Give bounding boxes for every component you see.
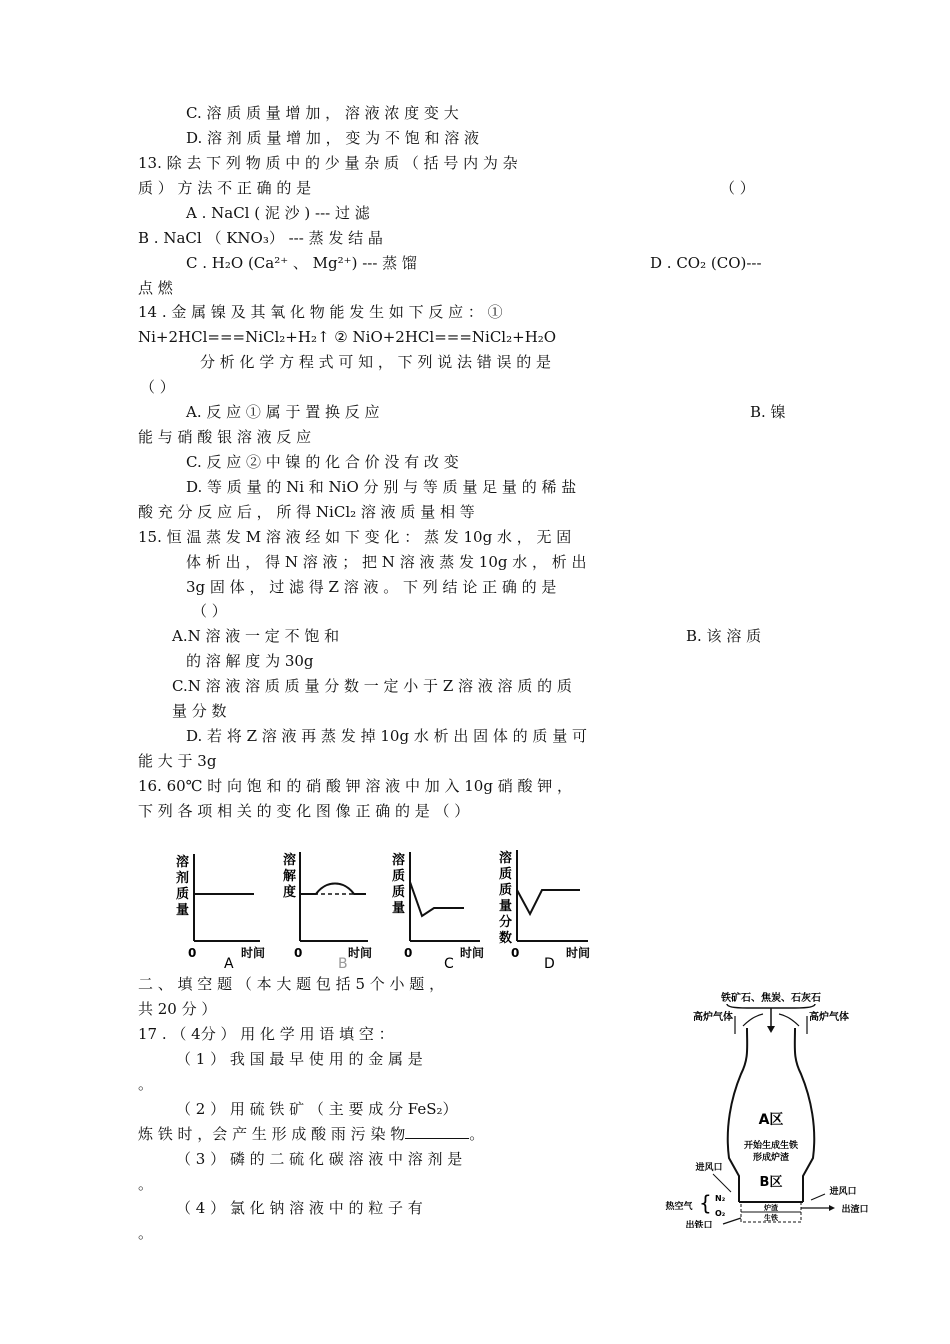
q14-option-c: C. 反 应 ② 中 镍 的 化 合 价 没 有 改 变 xyxy=(186,453,459,471)
q12-option-d: D. 溶 剂 质 量 增 加 ， 变 为 不 饱 和 溶 液 xyxy=(186,129,480,147)
q14-stem: 14 . 金 属 镍 及 其 氧 化 物 能 发 生 如 下 反 应 ： ① xyxy=(138,303,503,321)
graph-a-xlabel: 时间 xyxy=(241,946,266,960)
furnace-slag-out: 出渣口 xyxy=(841,1205,869,1215)
q14-equations: Ni+2HCl===NiCl₂+H₂↑ ② NiO+2HCl===NiCl₂+H₂O xyxy=(138,328,557,346)
section-2-heading-cont: 共 20 分 ） xyxy=(138,1000,217,1018)
q13-option-c: C . H₂O (Ca²⁺ 、 Mg²⁺) --- 蒸 馏 xyxy=(186,254,417,272)
graph-c-ylabel-1: 溶 xyxy=(392,853,406,868)
graph-c-origin: 0 xyxy=(404,946,413,960)
q14-option-b: B. 镍 xyxy=(750,403,786,421)
graph-d-label: D xyxy=(544,956,555,972)
furnace-slag-label: 炉渣 xyxy=(764,1204,778,1212)
q14-answer-blank: （ ） xyxy=(140,378,175,396)
graph-d-ylabel-5: 分 xyxy=(499,915,513,930)
q12-option-c: C. 溶 质 质 量 增 加 ， 溶 液 浓 度 变 大 xyxy=(186,104,459,122)
furnace-zone-a-text-1: 开始生成生铁 xyxy=(743,1141,799,1151)
q15-stem-2: 体 析 出 ， 得 N 溶 液 ； 把 N 溶 液 蒸 发 10g 水 ， 析 出 xyxy=(186,553,587,571)
q13-stem-2: 质 ） 方 法 不 正 确 的 是 xyxy=(138,179,312,197)
q17-part-4-end: 。 xyxy=(138,1224,154,1242)
graph-a-origin: 0 xyxy=(188,946,197,960)
q15-option-d: D. 若 将 Z 溶 液 再 蒸 发 掉 10g 水 析 出 固 体 的 质 量 可 xyxy=(186,727,587,745)
q17-part-2-answer-blank xyxy=(405,1124,469,1139)
graph-c xyxy=(388,840,496,974)
furnace-iron-label: 生铁 xyxy=(764,1214,778,1222)
graph-a-ylabel-2: 剂 xyxy=(176,871,190,886)
graph-c-ylabel-3: 质 xyxy=(392,885,406,900)
q15-option-a: A.N 溶 液 一 定 不 饱 和 xyxy=(172,627,340,645)
q16-stem: 16. 60℃ 时 向 饱 和 的 硝 酸 钾 溶 液 中 加 入 10g 硝 酸 钾 ， xyxy=(138,777,573,795)
q14-question: 分 析 化 学 方 程 式 可 知 ， 下 列 说 法 错 误 的 是 xyxy=(200,353,552,371)
q17-part-2: （ 2 ） 用 硫 铁 矿 （ 主 要 成 分 FeS₂） xyxy=(176,1100,458,1118)
graph-d-ylabel-4: 量 xyxy=(499,899,513,914)
furnace-zone-a: A区 xyxy=(758,1112,784,1128)
q17-part-1-end: 。 xyxy=(138,1075,154,1093)
furnace-feed-label: 铁矿石、焦炭、石灰石 xyxy=(721,993,821,1004)
graph-b xyxy=(278,840,386,974)
svg-text:{: { xyxy=(699,1191,712,1215)
q17-part-3: （ 3 ） 磷 的 二 硫 化 碳 溶 液 中 溶 剂 是 xyxy=(176,1150,463,1168)
q14-option-d-cont: 酸 充 分 反 应 后 ， 所 得 NiCl₂ 溶 液 质 量 相 等 xyxy=(138,503,475,521)
q17-part-2-end: 。 xyxy=(469,1125,485,1143)
q13-option-b: B . NaCl （ KNO₃） --- 蒸 发 结 晶 xyxy=(138,229,383,247)
furnace-inlet-left: 进风口 xyxy=(695,1163,723,1173)
q13-option-a: A . NaCl ( 泥 沙 ) --- 过 滤 xyxy=(186,204,370,222)
q14-option-a: A. 反 应 ① 属 于 置 换 反 应 xyxy=(186,403,380,421)
q15-option-c-cont: 量 分 数 xyxy=(172,702,227,720)
q14-option-b-cont: 能 与 硝 酸 银 溶 液 反 应 xyxy=(138,428,312,446)
q15-option-c: C.N 溶 液 溶 质 质 量 分 数 一 定 小 于 Z 溶 液 溶 质 的 质 xyxy=(172,677,572,695)
graph-d-ylabel-3: 质 xyxy=(499,883,513,898)
graph-d-ylabel-2: 质 xyxy=(499,867,513,882)
graph-a-ylabel-4: 量 xyxy=(176,903,190,918)
graph-d-xlabel: 时间 xyxy=(566,946,591,960)
graph-d-origin: 0 xyxy=(511,946,520,960)
q16-stem-2: 下 列 各 项 相 关 的 变 化 图 像 正 确 的 是 （ ） xyxy=(138,802,470,820)
q17-part-3-end: 。 xyxy=(138,1175,154,1193)
furnace-o2: O₂ xyxy=(715,1209,726,1218)
q17-stem: 17 . （ 4分 ） 用 化 学 用 语 填 空 ： xyxy=(138,1025,394,1043)
furnace-inlet-right: 进风口 xyxy=(829,1187,857,1197)
graph-d-curve xyxy=(517,890,580,914)
blast-furnace-diagram xyxy=(655,988,895,1228)
furnace-iron-out: 出铁口 xyxy=(685,1221,713,1228)
furnace-gas-right: 高炉气体 xyxy=(809,1012,849,1023)
graph-c-xlabel: 时间 xyxy=(460,946,485,960)
q13-stem: 13. 除 去 下 列 物 质 中 的 少 量 杂 质 （ 括 号 内 为 杂 xyxy=(138,154,518,172)
q15-answer-blank: （ ） xyxy=(192,602,227,620)
graph-c-label: C xyxy=(444,956,454,972)
graph-b-xlabel: 时间 xyxy=(348,946,373,960)
section-2-heading: 二 、 填 空 题 （ 本 大 题 包 括 5 个 小 题 ， xyxy=(138,975,445,993)
furnace-hot-air: 热空气 xyxy=(665,1202,693,1212)
furnace-gas-left: 高炉气体 xyxy=(693,1012,733,1023)
q17-part-4: （ 4 ） 氯 化 钠 溶 液 中 的 粒 子 有 xyxy=(176,1199,423,1217)
graph-c-curve xyxy=(410,882,464,916)
graph-a-label: A xyxy=(224,956,234,972)
q15-option-b-cont: 的 溶 解 度 为 30g xyxy=(186,652,314,670)
q17-part-2-cont xyxy=(138,1124,484,1144)
furnace-n2: N₂ xyxy=(715,1194,726,1203)
q14-option-d: D. 等 质 量 的 Ni 和 NiO 分 别 与 等 质 量 足 量 的 稀 盐 xyxy=(186,478,577,496)
q13-option-d: D . CO₂ (CO)--- xyxy=(650,254,762,272)
graph-d-ylabel-6: 数 xyxy=(499,931,513,946)
q17-part-1: （ 1 ） 我 国 最 早 使 用 的 金 属 是 xyxy=(176,1050,423,1068)
furnace-feed-bracket xyxy=(727,1004,815,1008)
graph-d-ylabel-1: 溶 xyxy=(499,851,513,866)
q13-option-d-cont: 点 燃 xyxy=(138,279,173,297)
q15-option-d-cont: 能 大 于 3g xyxy=(138,752,217,770)
q13-answer-blank: （ ） xyxy=(720,179,755,197)
q15-option-b: B. 该 溶 质 xyxy=(686,627,762,645)
graph-b-origin: 0 xyxy=(294,946,303,960)
graph-c-ylabel-2: 质 xyxy=(392,869,406,884)
furnace-zone-a-text-2: 形成炉渣 xyxy=(752,1153,790,1163)
furnace-zone-b: B区 xyxy=(759,1175,783,1190)
graph-a-ylabel-3: 质 xyxy=(176,887,190,902)
q15-stem-3: 3g 固 体 ， 过 滤 得 Z 溶 液 。 下 列 结 论 正 确 的 是 xyxy=(186,578,557,596)
graph-b-ylabel-3: 度 xyxy=(283,885,297,900)
graph-b-label: B xyxy=(338,956,348,972)
furnace-wall-right xyxy=(795,1028,814,1202)
graph-a xyxy=(168,840,276,974)
furnace-wall-left xyxy=(728,1028,747,1202)
graph-a-ylabel-1: 溶 xyxy=(176,855,190,870)
graph-d xyxy=(496,840,604,974)
graph-b-curve xyxy=(300,884,366,895)
graph-b-ylabel-1: 溶 xyxy=(283,853,297,868)
graph-c-ylabel-4: 量 xyxy=(392,901,406,916)
q15-stem: 15. 恒 温 蒸 发 M 溶 液 经 如 下 变 化 ： 蒸 发 10g 水 ， 无 固 xyxy=(138,528,572,546)
graph-b-ylabel-2: 解 xyxy=(283,869,297,884)
q17-part-2-text: 炼 铁 时 ，会 产 生 形 成 酸 雨 污 染 物 xyxy=(138,1125,406,1143)
